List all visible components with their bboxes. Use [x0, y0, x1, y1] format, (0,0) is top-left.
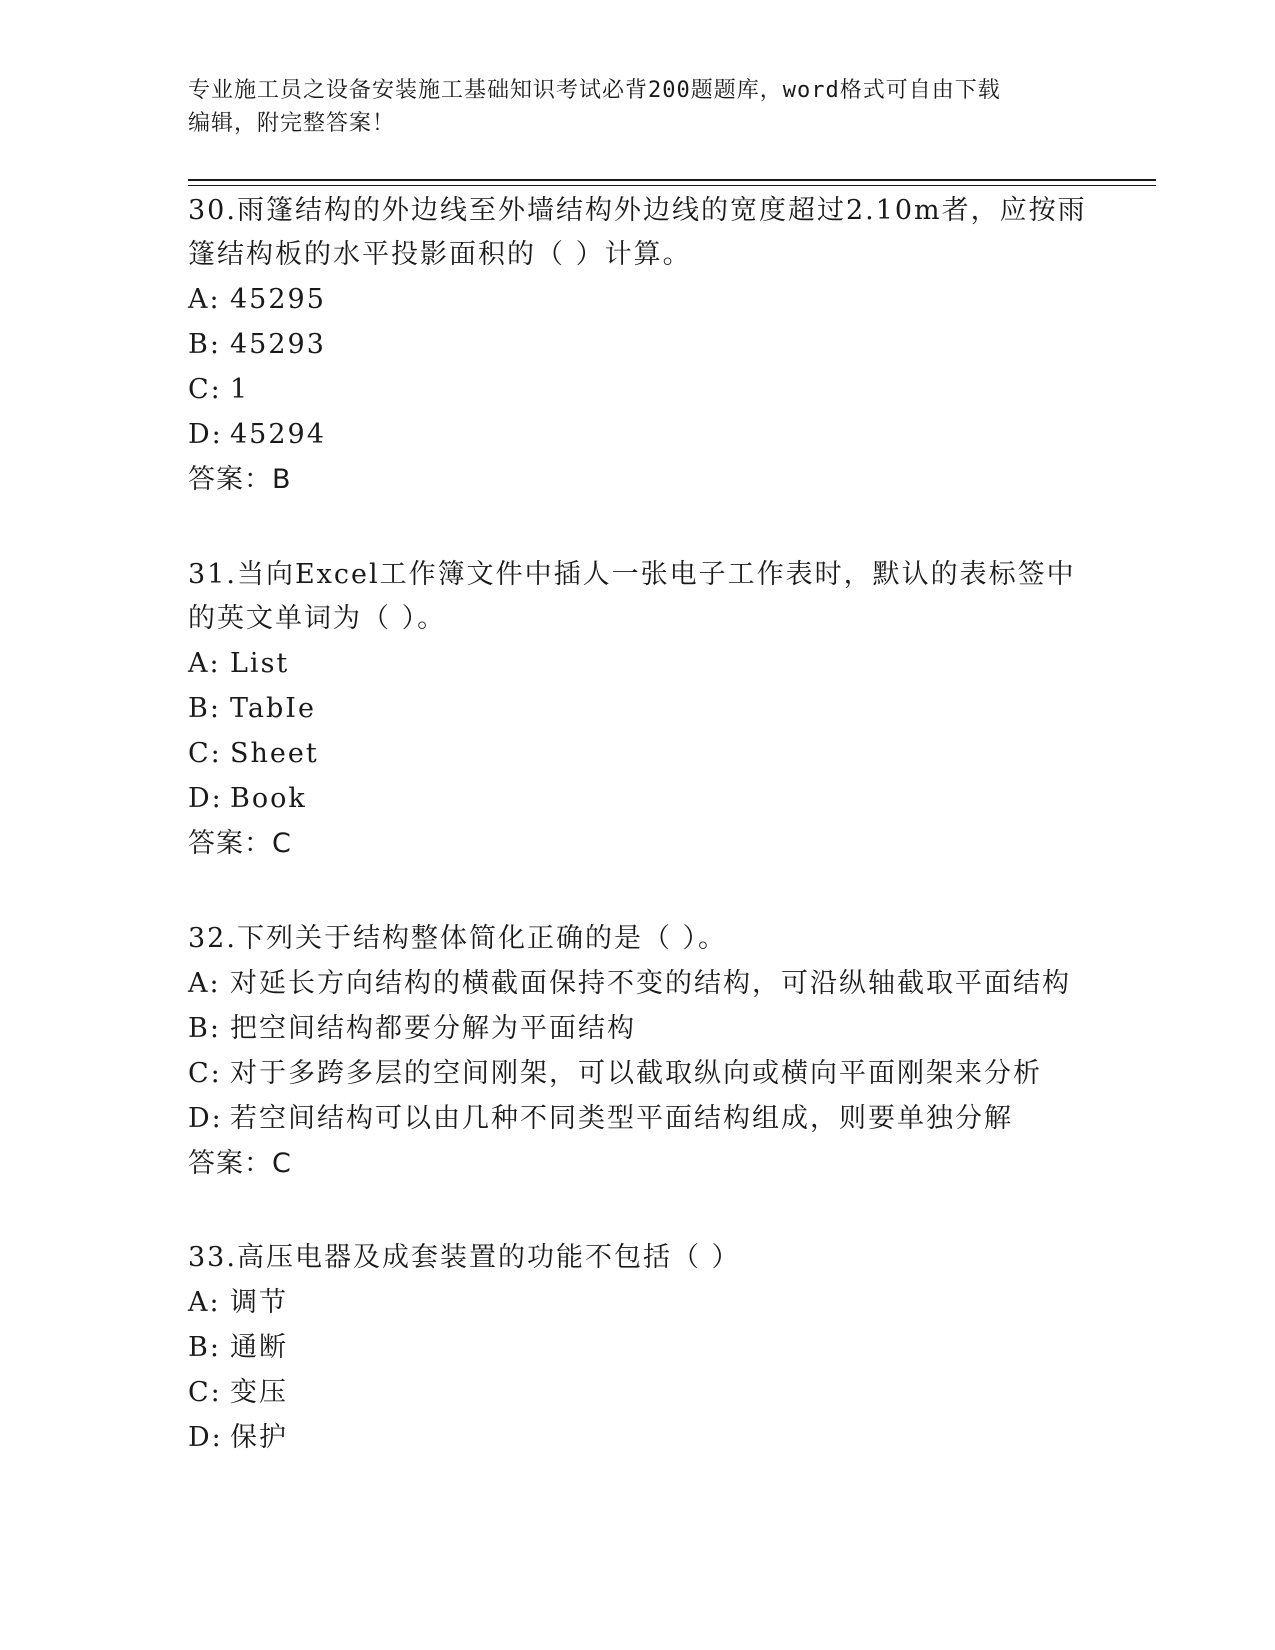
- question-text: 篷结构板的水平投影面积的（ ）计算。: [188, 239, 692, 270]
- header-line-2: 编辑，附完整答案！: [188, 111, 396, 136]
- option-a: [188, 277, 1088, 322]
- option-d: [188, 1415, 1088, 1460]
- option-letter: D:: [188, 1422, 223, 1453]
- option-letter: D:: [188, 419, 223, 450]
- option-letter: C:: [188, 374, 222, 405]
- option-text: 对延长方向结构的横截面保持不变的结构，可沿纵轴截取平面结构: [230, 968, 1071, 999]
- option-a: [188, 641, 1088, 686]
- option-b: [188, 322, 1088, 367]
- option-letter: C:: [188, 1377, 222, 1408]
- option-d: [188, 776, 1088, 821]
- option-text: 1: [230, 374, 250, 405]
- question-text: 31.当向Excel工作簿文件中插人一张电子工作表时，默认的表标签中: [188, 559, 1076, 590]
- option-text: TabIe: [230, 693, 316, 724]
- answer: 答案：C: [188, 828, 292, 859]
- option-text: 45293: [230, 329, 326, 360]
- header-divider-top: [188, 179, 1156, 181]
- option-letter: C:: [188, 1058, 222, 1089]
- question-33: [188, 1236, 1088, 1460]
- question-31: [188, 553, 1088, 866]
- option-d: [188, 1096, 1088, 1141]
- option-b: [188, 686, 1088, 731]
- option-b: [188, 1325, 1088, 1370]
- question-text: 33.高压电器及成套装置的功能不包括（ ）: [188, 1242, 741, 1273]
- document-header: [188, 74, 1088, 140]
- option-text: 保护: [230, 1422, 288, 1453]
- option-text: 若空间结构可以由几种不同类型平面结构组成，则要单独分解: [230, 1103, 1013, 1134]
- option-text: 45294: [230, 419, 326, 450]
- option-d: [188, 412, 1088, 457]
- option-c: [188, 1051, 1088, 1096]
- option-text: 调节: [230, 1287, 288, 1318]
- question-text: 32.下列关于结构整体简化正确的是（ ）。: [188, 923, 728, 954]
- option-letter: B:: [188, 1013, 221, 1044]
- option-letter: B:: [188, 329, 221, 360]
- option-letter: B:: [188, 1332, 221, 1363]
- header-line-1: 专业施工员之设备安装施工基础知识考试必背200题题库，word格式可自由下载: [188, 78, 1001, 103]
- option-letter: B:: [188, 693, 221, 724]
- option-b: [188, 1006, 1088, 1051]
- answer: 答案：B: [188, 464, 292, 495]
- option-letter: C:: [188, 738, 222, 769]
- option-letter: A:: [188, 284, 221, 315]
- option-letter: D:: [188, 783, 223, 814]
- option-text: 变压: [230, 1377, 288, 1408]
- option-c: [188, 367, 1088, 412]
- option-a: [188, 1280, 1088, 1325]
- option-letter: A:: [188, 648, 221, 679]
- option-text: Book: [230, 783, 307, 814]
- option-c: [188, 731, 1088, 776]
- question-32: [188, 917, 1088, 1186]
- option-text: Sheet: [230, 738, 319, 769]
- option-text: 把空间结构都要分解为平面结构: [230, 1013, 636, 1044]
- option-c: [188, 1370, 1088, 1415]
- answer: 答案：C: [188, 1148, 292, 1179]
- option-text: 45295: [230, 284, 326, 315]
- option-letter: A:: [188, 1287, 221, 1318]
- option-a: [188, 961, 1088, 1006]
- option-letter: D:: [188, 1103, 223, 1134]
- option-text: 对于多跨多层的空间刚架，可以截取纵向或横向平面刚架来分析: [230, 1058, 1042, 1089]
- option-text: List: [230, 648, 290, 679]
- option-letter: A:: [188, 968, 221, 999]
- question-text: 的英文单词为（ ）。: [188, 603, 447, 634]
- option-text: 通断: [230, 1332, 288, 1363]
- header-divider-bottom: [188, 185, 1156, 186]
- question-text: 30.雨篷结构的外边线至外墙结构外边线的宽度超过2.10m者，应按雨: [188, 195, 1087, 226]
- question-30: [188, 189, 1088, 502]
